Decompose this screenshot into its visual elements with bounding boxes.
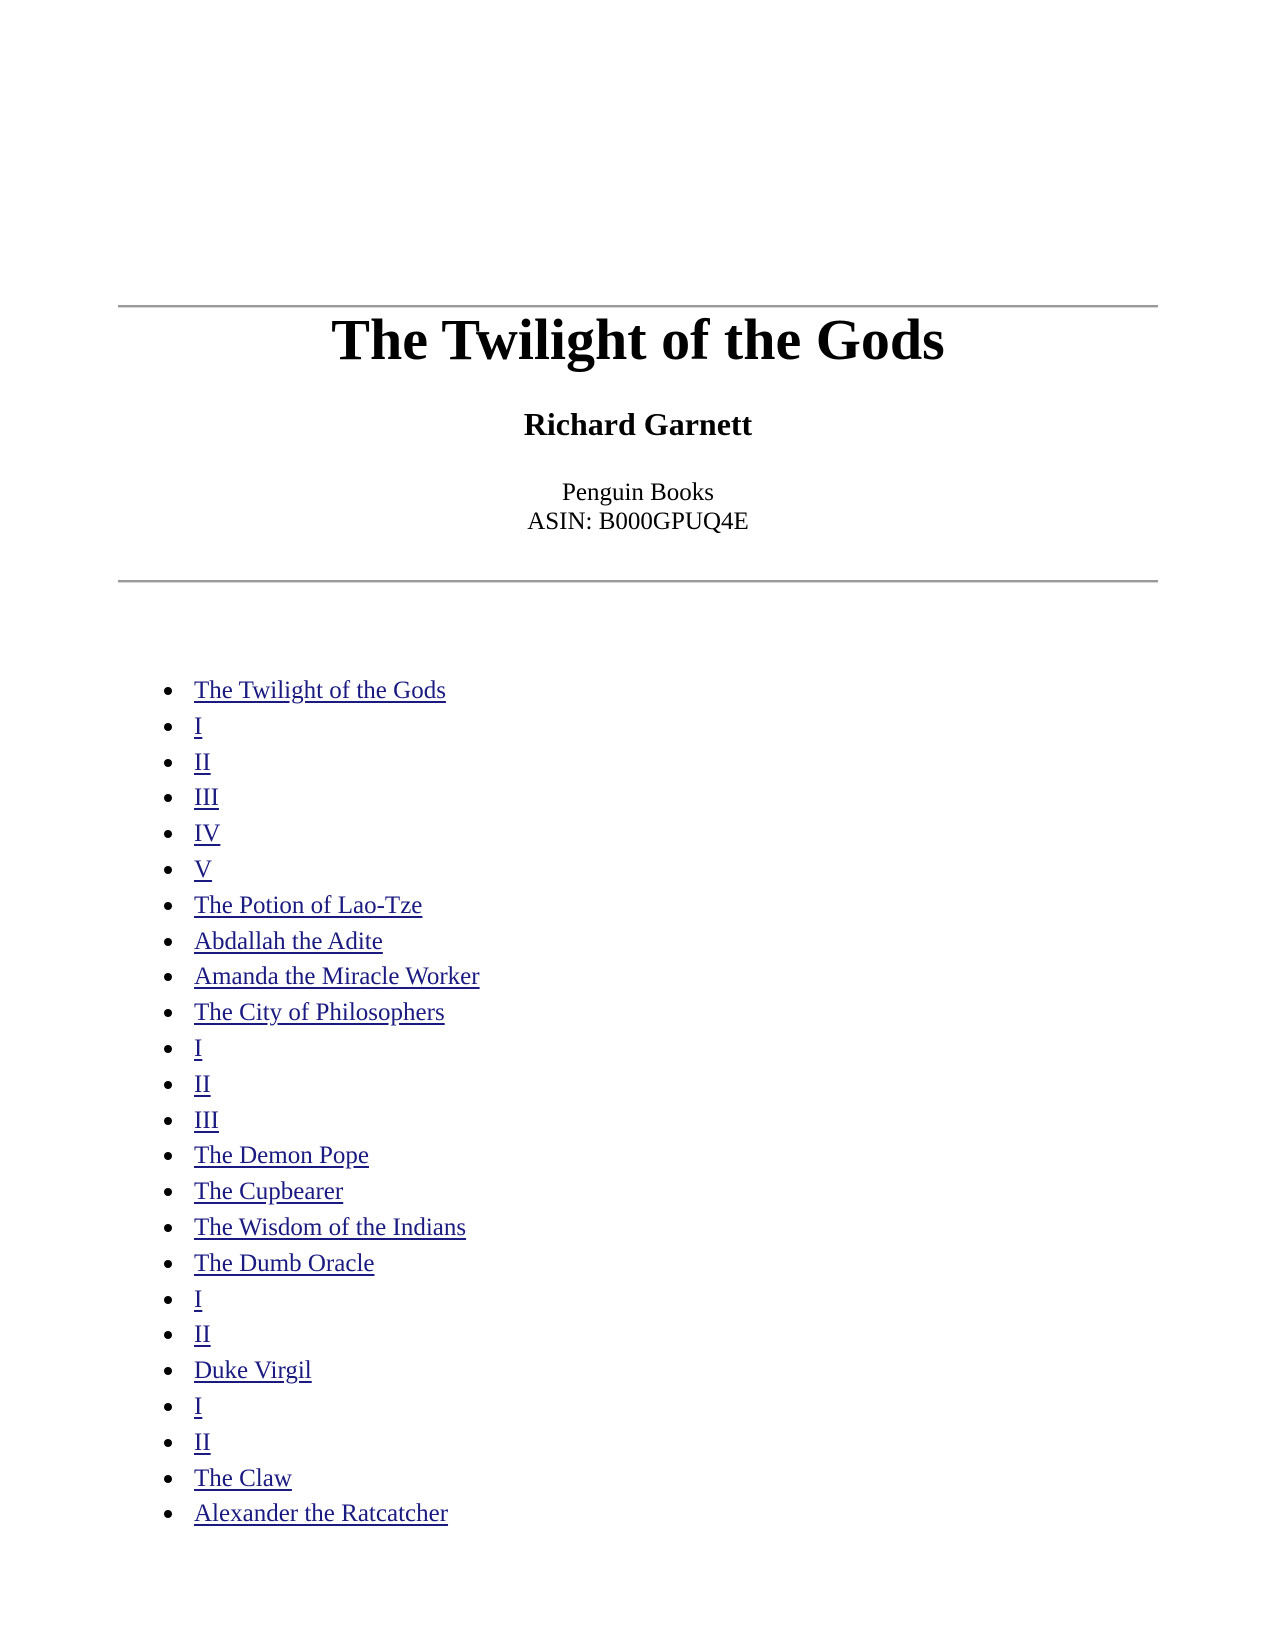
toc-link[interactable]: I <box>194 712 203 740</box>
toc-item <box>160 1353 480 1389</box>
bullet-icon <box>164 1475 172 1483</box>
toc-item <box>160 995 480 1031</box>
toc-item <box>160 780 480 816</box>
toc-item <box>160 816 480 852</box>
toc-item <box>160 1282 480 1318</box>
toc-item <box>160 1031 480 1067</box>
toc-link[interactable]: I <box>194 1285 203 1313</box>
toc-link[interactable]: The Claw <box>194 1464 292 1492</box>
toc-link[interactable]: The Twilight of the Gods <box>194 677 446 704</box>
bullet-icon <box>164 1403 172 1411</box>
publisher-info <box>118 478 1158 536</box>
toc-item <box>160 1425 480 1461</box>
toc-item <box>160 673 480 709</box>
toc-item <box>160 1210 480 1246</box>
bullet-icon <box>164 830 172 838</box>
toc-link[interactable]: Duke Virgil <box>194 1357 312 1385</box>
author-name: Richard Garnett <box>523 406 753 442</box>
toc-link[interactable]: Alexander the Ratcatcher <box>194 1500 449 1528</box>
toc-link[interactable]: The Cupbearer <box>194 1178 344 1206</box>
toc-link[interactable]: The City of Philosophers <box>194 999 445 1027</box>
toc-item <box>160 959 480 995</box>
bullet-icon <box>164 1510 172 1518</box>
toc-item <box>160 1138 480 1174</box>
bullet-icon <box>164 759 172 767</box>
toc-item <box>160 1246 480 1282</box>
table-of-contents <box>160 673 480 1532</box>
toc-item <box>160 709 480 745</box>
toc-item <box>160 1389 480 1425</box>
bullet-icon <box>164 1152 172 1160</box>
bullet-icon <box>164 1081 172 1089</box>
bullet-icon <box>164 794 172 802</box>
toc-item <box>160 888 480 924</box>
bullet-icon <box>164 1224 172 1232</box>
toc-item <box>160 1496 480 1532</box>
toc-item <box>160 745 480 781</box>
toc-item <box>160 1461 480 1497</box>
bullet-icon <box>164 1045 172 1053</box>
toc-link[interactable]: III <box>194 784 219 812</box>
bullet-icon <box>164 1260 172 1268</box>
toc-link[interactable]: The Potion of Lao-Tze <box>194 891 423 919</box>
toc-link[interactable]: V <box>194 855 213 883</box>
bullet-icon <box>164 866 172 874</box>
bullet-icon <box>164 1331 172 1339</box>
bullet-icon <box>164 973 172 981</box>
toc-link[interactable]: I <box>194 1034 203 1062</box>
bullet-icon <box>164 902 172 910</box>
toc-item <box>160 1317 480 1353</box>
toc-item <box>160 1067 480 1103</box>
bullet-icon <box>164 938 172 946</box>
toc-item <box>160 924 480 960</box>
toc-item <box>160 1103 480 1139</box>
toc-link[interactable]: II <box>194 1070 211 1098</box>
title-block <box>118 300 1158 536</box>
bullet-icon <box>164 1188 172 1196</box>
toc-link[interactable]: IV <box>194 820 221 848</box>
toc-link[interactable]: The Dumb Oracle <box>194 1249 375 1277</box>
bullet-icon <box>164 1296 172 1304</box>
toc-link[interactable]: I <box>194 1392 203 1420</box>
bullet-icon <box>164 723 172 731</box>
toc-link[interactable]: III <box>194 1106 219 1134</box>
toc-link[interactable]: The Demon Pope <box>194 1142 369 1170</box>
bullet-icon <box>164 1367 172 1375</box>
toc-link[interactable]: Abdallah the Adite <box>194 927 383 955</box>
bullet-icon <box>164 1439 172 1447</box>
toc-item <box>160 852 480 888</box>
toc-link[interactable]: II <box>194 1321 211 1349</box>
asin-line: ASIN: B000GPUQ4E <box>527 508 749 535</box>
book-title: The Twilight of the Gods <box>331 307 945 372</box>
bullet-icon <box>164 1009 172 1017</box>
bullet-icon <box>164 687 172 695</box>
toc-link[interactable]: The Wisdom of the Indians <box>194 1213 467 1241</box>
toc-link[interactable]: II <box>194 1428 211 1456</box>
toc-link[interactable]: Amanda the Miracle Worker <box>194 963 480 991</box>
bullet-icon <box>164 1117 172 1125</box>
publisher-name: Penguin Books <box>561 479 715 506</box>
toc-item <box>160 1174 480 1210</box>
bottom-divider <box>118 580 1158 583</box>
toc-link[interactable]: II <box>194 748 211 776</box>
